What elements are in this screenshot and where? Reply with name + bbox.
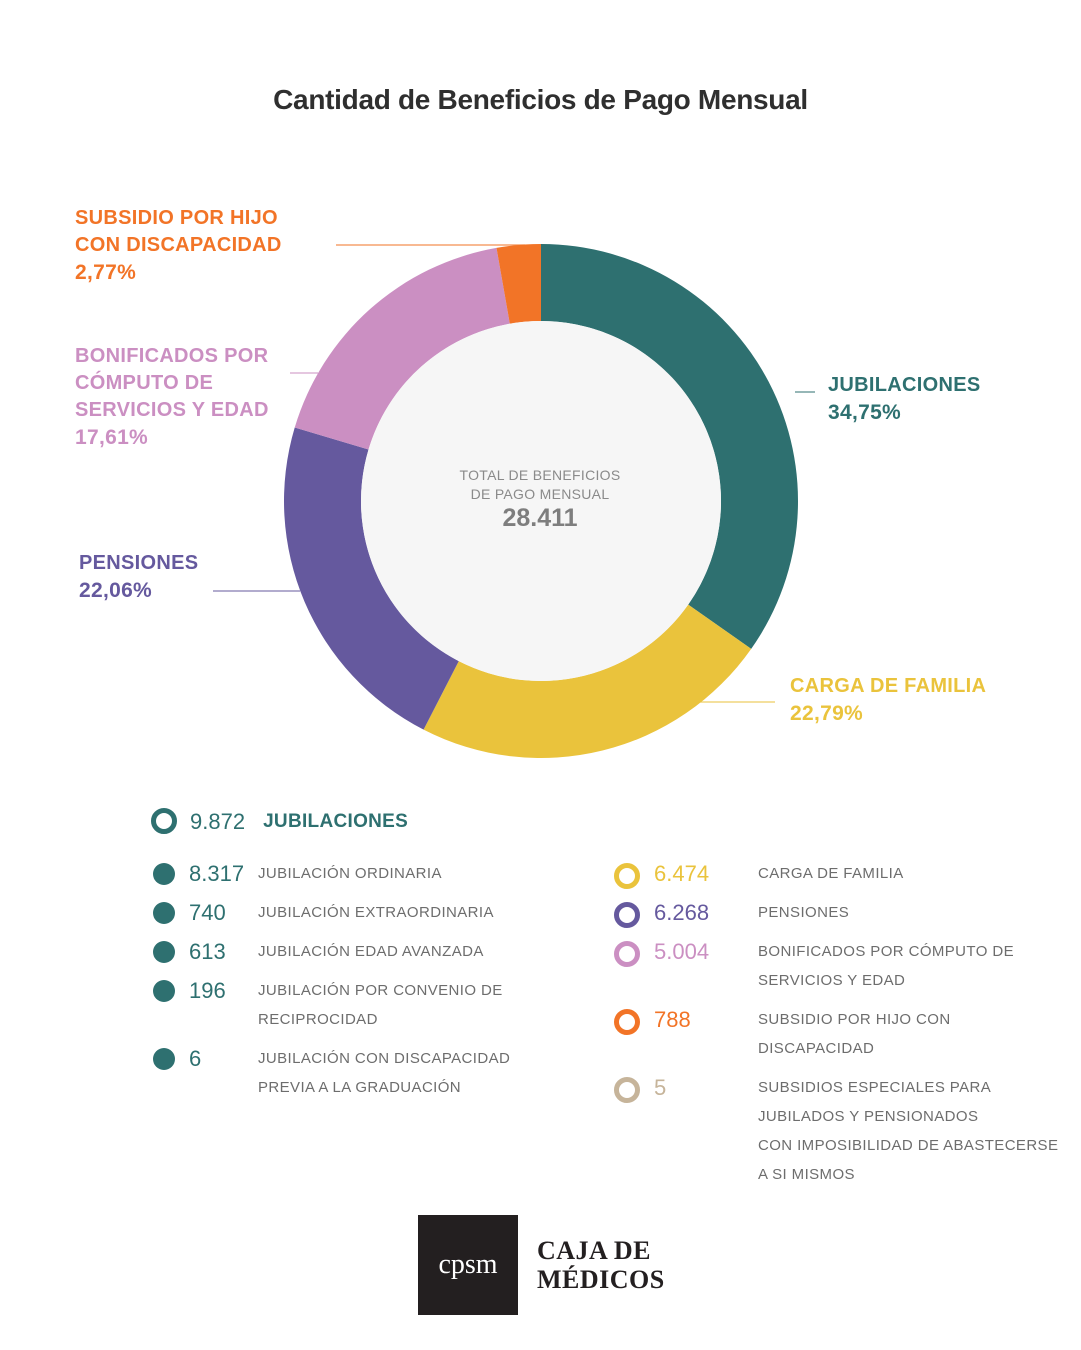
legend-label <box>758 859 904 888</box>
legend-label-line: PENSIONES <box>758 904 850 921</box>
legend-label-line: JUBILACIÓN ORDINARIA <box>258 865 442 882</box>
donut-center-label <box>430 466 650 504</box>
legend-header <box>151 808 408 836</box>
logo-wordmark <box>537 1236 665 1294</box>
legend-value: 613 <box>189 939 226 964</box>
slice-percent: 2,77% <box>75 261 137 284</box>
legend-dot <box>153 1048 175 1070</box>
legend-dot <box>614 1077 640 1103</box>
legend-dot <box>153 980 175 1002</box>
legend-header-label: JUBILACIONES <box>263 811 409 832</box>
legend-item <box>614 860 904 889</box>
slice-label-text: SUBSIDIO POR HIJO <box>75 207 278 229</box>
legend-label-line: JUBILACIÓN EDAD AVANZADA <box>258 943 484 960</box>
center-label-line2: DE PAGO MENSUAL <box>470 486 610 502</box>
legend-value: 6.268 <box>654 900 710 925</box>
slice-percent: 17,61% <box>75 426 149 449</box>
legend-label-line: JUBILADOS Y PENSIONADOS <box>758 1108 979 1125</box>
slice-label-text: PENSIONES <box>79 552 199 574</box>
legend-dot <box>153 863 175 885</box>
legend-item <box>153 1045 510 1102</box>
slice-label-subsidio <box>75 205 282 286</box>
legend-dot <box>614 1009 640 1035</box>
legend-item <box>153 899 494 927</box>
legend-item <box>614 1006 951 1063</box>
legend-label-line: SERVICIOS Y EDAD <box>758 972 906 989</box>
legend-label-line: JUBILACIÓN EXTRAORDINARIA <box>258 904 494 921</box>
legend-label <box>758 1073 1058 1189</box>
legend-value: 6 <box>189 1046 202 1071</box>
legend-label-line: PREVIA A LA GRADUACIÓN <box>258 1079 462 1096</box>
donut-center-total: 28.411 <box>502 504 578 532</box>
legend-label <box>758 1005 951 1063</box>
legend-label-line: RECIPROCIDAD <box>258 1011 378 1028</box>
legend-value: 6.474 <box>654 861 710 886</box>
legend-label <box>258 976 503 1034</box>
legend-label-line: BONIFICADOS POR CÓMPUTO DE <box>758 943 1014 960</box>
slice-label-text: CON DISCAPACIDAD <box>75 234 282 256</box>
legend-item <box>153 938 484 966</box>
slice-label-jubilaciones <box>828 372 981 426</box>
slice-label-bonificados <box>75 343 269 451</box>
slice-label-text: BONIFICADOS POR <box>75 345 269 367</box>
slice-label-pensiones <box>79 550 198 604</box>
logo-line2: MÉDICOS <box>537 1265 665 1294</box>
legend-label <box>758 937 1014 995</box>
legend-label-line: JUBILACIÓN POR CONVENIO DE <box>258 982 503 999</box>
legend-item <box>153 860 442 888</box>
legend-item <box>153 977 503 1034</box>
legend-label-line: SUBSIDIOS ESPECIALES PARA <box>758 1079 992 1096</box>
legend-dot <box>614 863 640 889</box>
slice-label-carga <box>790 673 986 727</box>
legend-header-dot <box>151 808 177 834</box>
legend-header-value: 9.872 <box>190 809 246 834</box>
legend-dot <box>614 902 640 928</box>
center-label-line1: TOTAL DE BENEFICIOS <box>459 467 621 483</box>
legend-item <box>614 938 1014 995</box>
legend-label-line: A SI MISMOS <box>758 1166 855 1183</box>
legend-label-line: DISCAPACIDAD <box>758 1040 875 1057</box>
legend-value: 5 <box>654 1075 667 1100</box>
slice-percent: 22,79% <box>790 702 864 725</box>
legend-label <box>258 898 494 927</box>
legend-label <box>258 937 484 966</box>
legend-value: 8.317 <box>189 861 245 886</box>
legend-item <box>614 1074 1058 1189</box>
legend-label <box>758 898 849 927</box>
slice-label-text: CÓMPUTO DE <box>75 372 214 394</box>
legend-value: 196 <box>189 978 226 1003</box>
legend-value: 788 <box>654 1007 691 1032</box>
legend-label <box>258 1044 510 1102</box>
legend-label-line: JUBILACIÓN CON DISCAPACIDAD <box>258 1050 511 1067</box>
logo-mark: cpsm <box>418 1215 518 1315</box>
legend-item <box>614 899 849 928</box>
legend-label-line: SUBSIDIO POR HIJO CON <box>758 1011 951 1028</box>
legend-label <box>258 859 442 888</box>
slice-percent: 34,75% <box>828 401 902 424</box>
logo-line1: CAJA DE <box>537 1236 652 1265</box>
legend-value: 740 <box>189 900 226 925</box>
slice-label-text: SERVICIOS Y EDAD <box>75 399 269 421</box>
legend-dot <box>614 941 640 967</box>
slice-label-text: JUBILACIONES <box>828 374 981 396</box>
legend-value: 5.004 <box>654 939 710 964</box>
slice-percent: 22,06% <box>79 579 153 602</box>
legend-dot <box>153 941 175 963</box>
legend-dot <box>153 902 175 924</box>
legend-label-line: CON IMPOSIBILIDAD DE ABASTECERSE <box>758 1137 1059 1154</box>
chart-title: Cantidad de Beneficios de Pago Mensual <box>273 84 808 115</box>
slice-label-text: CARGA DE FAMILIA <box>790 675 987 697</box>
legend-label-line: CARGA DE FAMILIA <box>758 865 904 882</box>
